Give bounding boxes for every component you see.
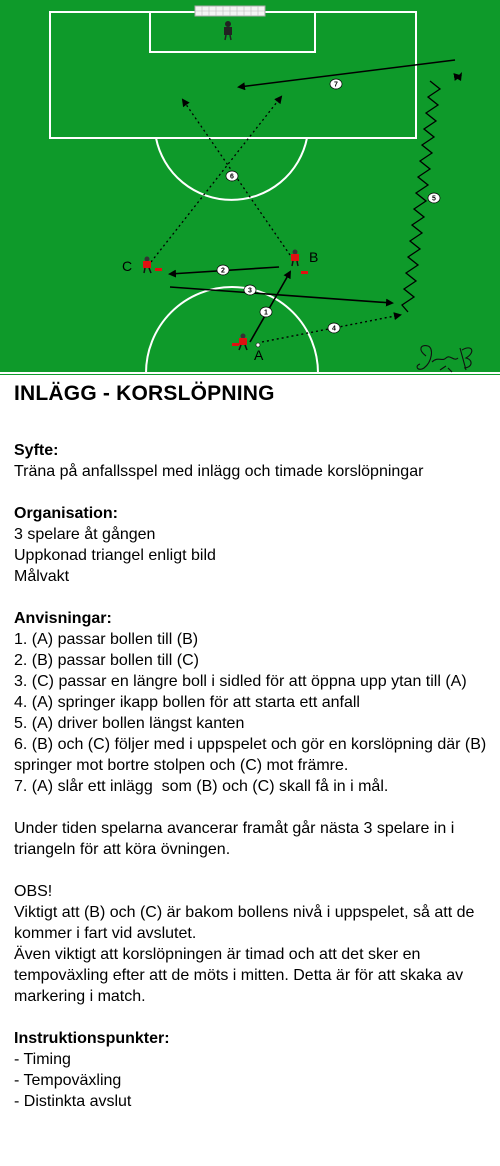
step-5-marker — [428, 193, 440, 203]
svg-text:1: 1 — [264, 309, 268, 317]
instruktionspunkter-heading: Instruktionspunkter: — [14, 1030, 170, 1047]
anvisning-step: 6. (B) och (C) följer med i uppspelet och gör en korslöpning där (B) springer mot bortre stolpen och (C) mot främre. — [14, 736, 491, 774]
rotation-note: Under tiden spelarna avancerar framåt går nästa 3 spelare in i triangeln för att köra övningen. — [14, 820, 459, 858]
step-3-marker — [244, 285, 256, 295]
anvisning-step: 4. (A) springer ikapp bollen för att starta ett anfall — [14, 694, 360, 711]
exercise-description — [14, 381, 496, 1112]
organisation-line: Uppkonad triangel enligt bild — [14, 547, 216, 564]
instruktionspunkt: - Tempoväxling — [14, 1072, 122, 1089]
anvisning-step: 1. (A) passar bollen till (B) — [14, 631, 199, 648]
training-diagram — [0, 0, 500, 375]
organisation-line: 3 spelare åt gången — [14, 526, 156, 543]
step-7-marker — [330, 79, 342, 89]
anvisning-step: 5. (A) driver bollen längst kanten — [14, 715, 245, 732]
step-4-marker — [328, 323, 340, 333]
anvisning-step: 2. (B) passar bollen till (C) — [14, 652, 199, 669]
obs-line: Även viktigt att korslöpningen är timad och att det sker en tempoväxling efter att de möts i mitten. Detta är för att skaka av markering i match. — [14, 946, 468, 1005]
svg-text:5: 5 — [432, 195, 436, 203]
anvisningar-heading: Anvisningar: — [14, 610, 112, 627]
organisation-heading: Organisation: — [14, 505, 119, 522]
obs-line: Viktigt att (B) och (C) är bakom bollens nivå i uppspelet, så att de kommer i fart vid avslutet. — [14, 904, 479, 942]
obs-heading: OBS! — [14, 883, 53, 900]
svg-text:3: 3 — [248, 287, 252, 295]
svg-text:6: 6 — [230, 173, 234, 181]
anvisning-step: 7. (A) slår ett inlägg som (B) och (C) skall få in i mål. — [14, 778, 389, 795]
player-label-b: B — [309, 249, 319, 265]
step-6-marker — [226, 171, 238, 181]
anvisning-step: 3. (C) passar en längre boll i sidled för att öppna upp ytan till (A) — [14, 673, 467, 690]
step-1-marker — [260, 307, 272, 317]
syfte-heading: Syfte: — [14, 442, 59, 459]
player-label-a: A — [254, 347, 264, 363]
svg-text:2: 2 — [221, 267, 225, 275]
player-label-c: C — [122, 258, 133, 274]
step-2-marker — [217, 265, 229, 275]
exercise-title: INLÄGG - KORSLÖPNING — [14, 382, 275, 405]
goal-net — [195, 6, 265, 16]
svg-text:7: 7 — [334, 81, 338, 89]
instruktionspunkt: - Timing — [14, 1051, 71, 1068]
svg-text:4: 4 — [332, 325, 336, 333]
instruktionspunkt: - Distinkta avslut — [14, 1093, 132, 1110]
organisation-line: Målvakt — [14, 568, 70, 585]
syfte-text: Träna på anfallsspel med inlägg och timade korslöpningar — [14, 463, 424, 480]
